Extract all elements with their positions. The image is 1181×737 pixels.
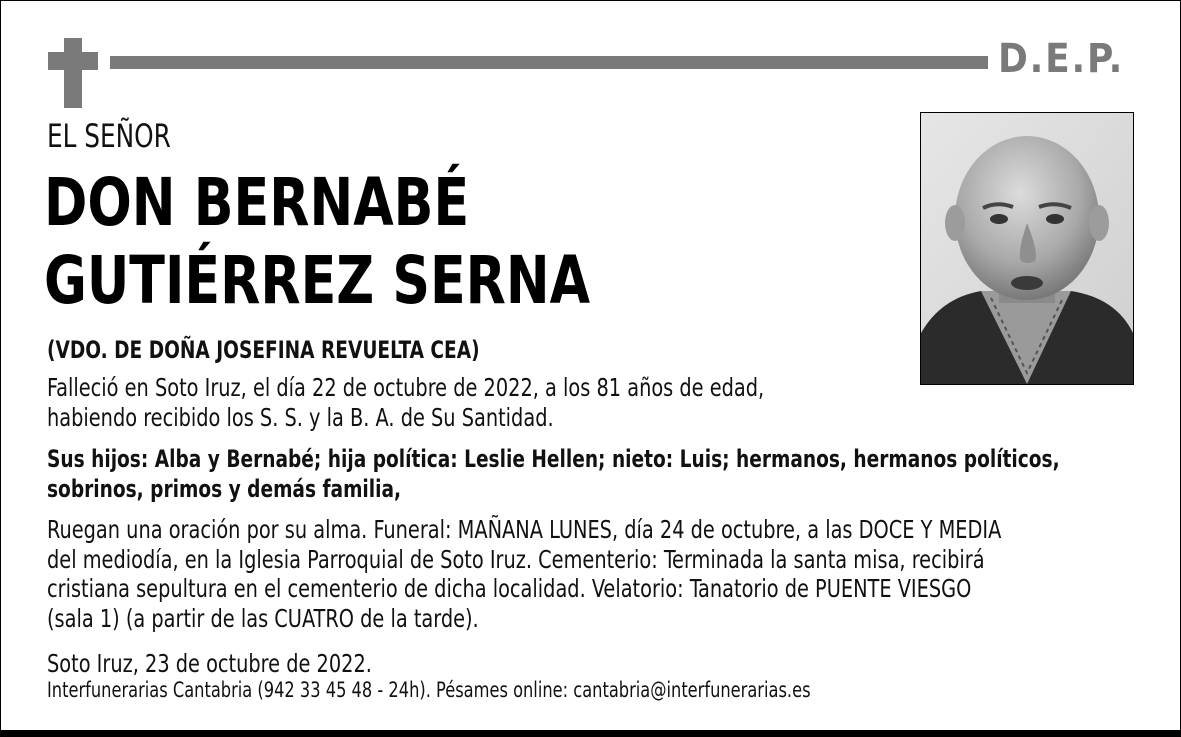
death-line: habiendo recibido los S. S. y la B. A. de Su Santidad. bbox=[47, 402, 554, 432]
family-line: Sus hijos: Alba y Bernabé; hija política: Leslie Hellen; nieto: Luis; hermanos, hermanos políticos, bbox=[47, 445, 1060, 473]
cross-icon-bar bbox=[48, 52, 98, 70]
deceased-name-line1: DON BERNABÉ bbox=[44, 164, 470, 241]
header-rule bbox=[110, 56, 988, 69]
deceased-name bbox=[44, 164, 590, 320]
family-line: sobrinos, primos y demás familia, bbox=[47, 475, 402, 503]
dep-label: D.E.P. bbox=[998, 36, 1125, 82]
deceased-name-line2: GUTIÉRREZ SERNA bbox=[44, 242, 591, 319]
family-list bbox=[47, 444, 1060, 504]
contact-footer: Interfunerarias Cantabria (942 33 45 48 - 24h). Pésames online: cantabria@interfunerarias.es bbox=[47, 678, 811, 702]
request-line: cristiana sepultura en el cementerio de dicha localidad. Velatorio: Tanatorio de PUENTE VIESGO bbox=[47, 574, 972, 603]
place-date: Soto Iruz, 23 de octubre de 2022. bbox=[47, 649, 372, 678]
request-line: del mediodía, en la Iglesia Parroquial de Soto Iruz. Cementerio: Terminada la santa misa, recibirá bbox=[47, 544, 985, 574]
portrait-photo bbox=[920, 112, 1134, 385]
death-line: Falleció en Soto Iruz, el día 22 de octubre de 2022, a los 81 años de edad, bbox=[47, 373, 765, 402]
widower-of: (VDO. DE DOÑA JOSEFINA REVUELTA CEA) bbox=[47, 336, 480, 364]
request-line: (sala 1) (a partir de las CUATRO de la tarde). bbox=[47, 603, 479, 633]
portrait-icon bbox=[921, 113, 1133, 384]
cross-icon bbox=[64, 38, 82, 108]
funeral-request bbox=[47, 515, 1001, 633]
death-notice bbox=[47, 373, 764, 432]
honorific: EL SEÑOR bbox=[47, 117, 171, 155]
request-line: Ruegan una oración por su alma. Funeral: MAÑANA LUNES, día 24 de octubre, a las DOCE Y MEDIA bbox=[47, 515, 1002, 544]
bottom-border bbox=[0, 730, 1181, 737]
